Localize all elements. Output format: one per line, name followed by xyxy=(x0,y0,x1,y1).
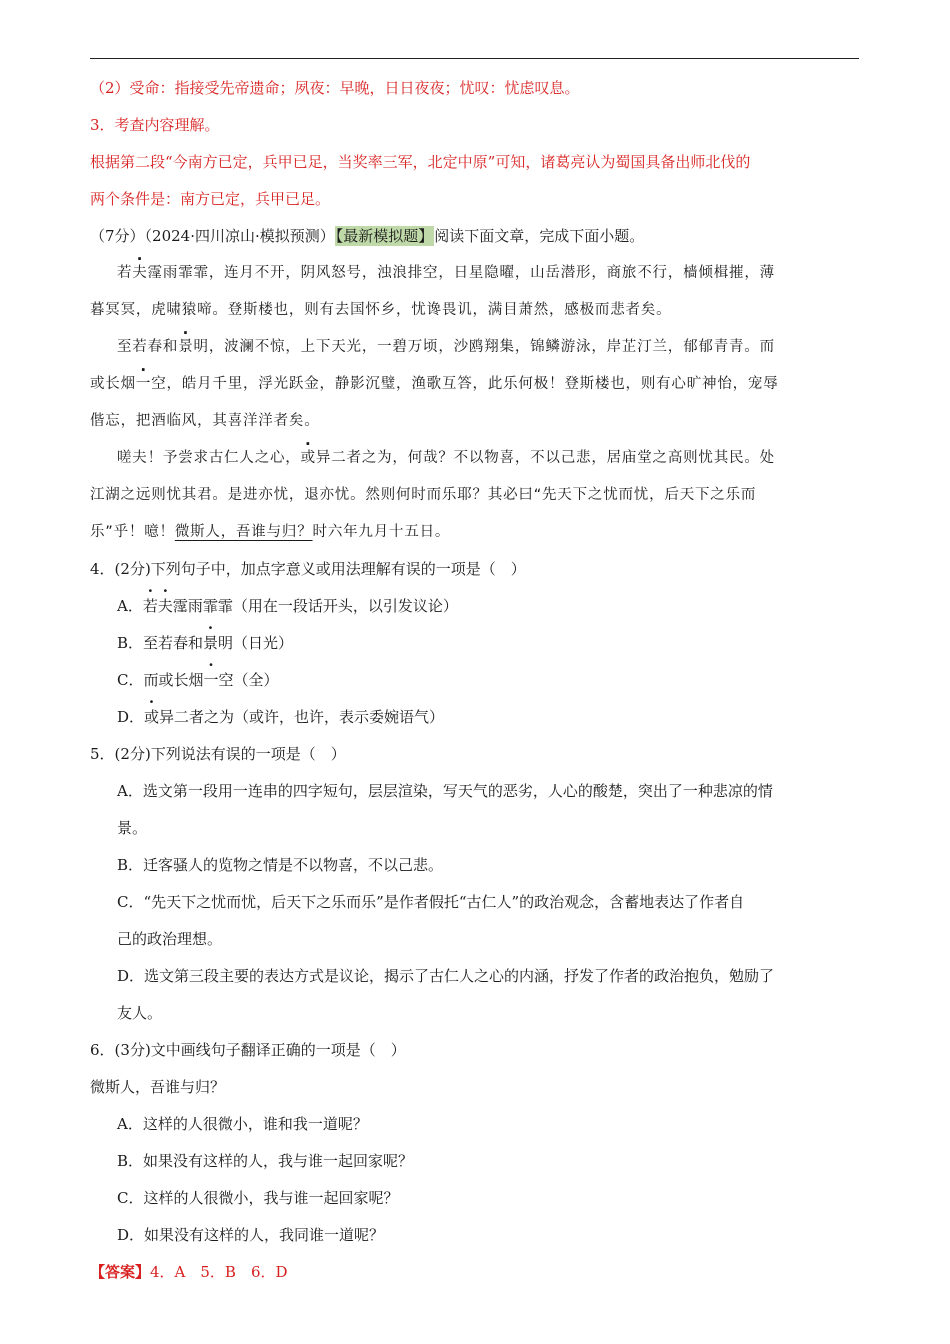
q4-d-dotted: 或 xyxy=(144,708,160,726)
q5-option-d-line2 xyxy=(90,995,860,1032)
item3-heading-text: 3．考查内容理解。 xyxy=(90,116,220,134)
p3-text-d: 乐”乎！噫！ xyxy=(90,524,175,540)
answer-label: 【答案】 xyxy=(90,1263,151,1281)
item3-text-line2 xyxy=(90,181,860,218)
q4-a-label: A． xyxy=(117,597,143,615)
item3-text-line1 xyxy=(90,144,860,181)
item3-text-2: 两个条件是：南方已定，兵甲已足。 xyxy=(90,190,331,208)
q5-d-text-2: 友人。 xyxy=(117,1004,163,1022)
p3-text-e: 时六年九月十五日。 xyxy=(312,524,451,540)
answer-line xyxy=(90,1254,860,1291)
q4-option-a xyxy=(90,588,860,625)
q4-c-dotted: 一 xyxy=(203,671,219,689)
passage-p1-line1 xyxy=(90,255,860,292)
question-5 xyxy=(90,736,860,1032)
dotted-char-huo: 或 xyxy=(300,450,316,466)
q6-c-text: C．这样的人很微小，我与谁一起回家呢？ xyxy=(117,1189,399,1207)
p3-text-c: 江湖之远则忧其君。是进亦忧，退亦忧。然则何时而乐耶？其必曰“先天下之忧而忧，后天下之乐而 xyxy=(90,487,757,503)
q4-c-label: C．而或长烟 xyxy=(117,671,204,689)
q5-option-a-line1 xyxy=(90,773,860,810)
p2-text-e: 偕忘，把酒临风，其喜洋洋者矣。 xyxy=(90,413,320,429)
dotted-char-fu: 夫 xyxy=(132,265,148,281)
question-set-instruction: 阅读下面文章，完成下面小题。 xyxy=(434,227,645,245)
q5-d-text-1: D．选文第三段主要的表达方式是议论，揭示了古仁人之心的内涵，抒发了作者的政治抱负，勉励了 xyxy=(117,967,775,985)
q4-a-dotted-2: 夫 xyxy=(157,597,173,615)
document-body xyxy=(90,70,860,1291)
underlined-sentence: 微斯人，吾谁与归？ xyxy=(174,524,313,540)
question-set-header xyxy=(90,218,860,255)
passage-p3-line2 xyxy=(90,477,860,514)
passage-p3-line3 xyxy=(90,514,860,551)
q6-stem xyxy=(90,1032,860,1069)
q4-d-label: D． xyxy=(117,708,145,726)
answer-text: 4．A 5．B 6．D xyxy=(150,1263,288,1281)
passage-p2-line1 xyxy=(90,329,860,366)
q4-option-b xyxy=(90,625,860,662)
item3-text-1: 根据第二段“今南方已定，兵甲已足，当奖率三军，北定中原”可知，诸葛亮认为蜀国具备出师北伐的 xyxy=(90,153,751,171)
p1-text-b: 霪雨霏霏，连月不开，阴风怒号，浊浪排空，日星隐曜，山岳潜形，商旅不行，樯倾楫摧，薄 xyxy=(147,265,775,281)
passage-p3-line1 xyxy=(90,440,860,477)
question-6 xyxy=(90,1032,860,1254)
q6-quote xyxy=(90,1069,860,1106)
q6-b-text: B．如果没有这样的人，我与谁一起回家呢？ xyxy=(117,1152,414,1170)
p2-text-d: 空，皓月千里，浮光跃金，静影沉璧，渔歌互答，此乐何极！登斯楼也，则有心旷神怡，宠辱 xyxy=(151,376,779,392)
q5-b-text: B．迁客骚人的览物之情是不以物喜，不以己悲。 xyxy=(117,856,444,874)
q5-option-a-line2 xyxy=(90,810,860,847)
p3-text-a: 嗟夫！予尝求古仁人之心， xyxy=(117,450,301,466)
q4-option-d xyxy=(90,699,860,736)
q4-stem-text: 4．(2分)下列句子中，加点字意义或用法理解有误的一项是（ ） xyxy=(90,560,526,578)
p1-text-c: 暮冥冥，虎啸猿啼。登斯楼也，则有去国怀乡，忧谗畏讥，满目萧然，感极而悲者矣。 xyxy=(90,302,672,318)
q4-d-text: 异二者之为（或许，也许，表示委婉语气） xyxy=(159,708,445,726)
p1-text-a: 若 xyxy=(117,265,133,281)
q6-option-b xyxy=(90,1143,860,1180)
q6-option-a xyxy=(90,1106,860,1143)
q6-a-text: A．这样的人很微小，谁和我一道呢？ xyxy=(117,1115,368,1133)
q6-d-text: D．如果没有这样的人，我同谁一道呢？ xyxy=(117,1226,385,1244)
q5-option-d-line1 xyxy=(90,958,860,995)
passage xyxy=(90,255,860,551)
question-set-source: （7分）（2024·四川凉山·模拟预测） xyxy=(90,227,335,245)
q6-stem-text: 6．(3分)文中画线句子翻译正确的一项是（ ） xyxy=(90,1041,406,1059)
q4-stem xyxy=(90,551,860,588)
q5-a-text-1: A．选文第一段用一连串的四字短句，层层渲染，写天气的恶劣，人心的酸楚，突出了一种悲凉的情 xyxy=(117,782,773,800)
p2-text-b: 明，波澜不惊，上下天光，一碧万顷，沙鸥翔集，锦鳞游泳，岸芷汀兰，郁郁青青。而 xyxy=(193,339,775,355)
p2-text-a: 至若春和 xyxy=(117,339,179,355)
q4-a-text: 霪雨霏霏（用在一段话开头，以引发议论） xyxy=(172,597,458,615)
q5-stem-text: 5．(2分)下列说法有误的一项是（ ） xyxy=(90,745,346,763)
p3-text-b: 异二者之为，何哉？不以物喜，不以己悲，居庙堂之高则忧其民。处 xyxy=(315,450,775,466)
q5-option-c-line1 xyxy=(90,884,860,921)
question-4 xyxy=(90,551,860,736)
q6-option-d xyxy=(90,1217,860,1254)
header-rule xyxy=(90,58,859,59)
q6-option-c xyxy=(90,1180,860,1217)
answer-note-2-text: （2）受命：指接受先帝遗命；夙夜：早晚，日日夜夜；忧叹：忧虑叹息。 xyxy=(90,79,580,97)
q4-option-c xyxy=(90,662,860,699)
dotted-char-yi: 一 xyxy=(135,376,152,392)
latest-mock-tag: 【最新模拟题】 xyxy=(335,227,434,245)
q5-option-c-line2 xyxy=(90,921,860,958)
q5-c-text-1: C．“先天下之忧而忧，后天下之乐而乐”是作者假托“古仁人”的政治观念，含蓄地表达了作者自 xyxy=(117,893,745,911)
q5-option-b xyxy=(90,847,860,884)
passage-p2-line3 xyxy=(90,403,860,440)
q5-stem xyxy=(90,736,860,773)
passage-p2-line2 xyxy=(90,366,860,403)
q4-b-text: 明（日光） xyxy=(218,634,294,652)
q4-b-label: B．至若春和 xyxy=(117,634,204,652)
q5-c-text-2: 己的政治理想。 xyxy=(117,930,223,948)
q5-a-text-2: 景。 xyxy=(117,819,148,837)
q4-a-dotted-1: 若 xyxy=(142,597,158,615)
passage-p1-line2 xyxy=(90,292,860,329)
q4-b-dotted: 景 xyxy=(203,634,219,652)
q4-c-text: 空（全） xyxy=(218,671,279,689)
p2-text-c: 或长烟 xyxy=(90,376,136,392)
q6-quote-text: 微斯人，吾谁与归？ xyxy=(90,1078,226,1096)
dotted-char-jing: 景 xyxy=(178,339,194,355)
item3-heading xyxy=(90,107,860,144)
answer-note-2 xyxy=(90,70,860,107)
